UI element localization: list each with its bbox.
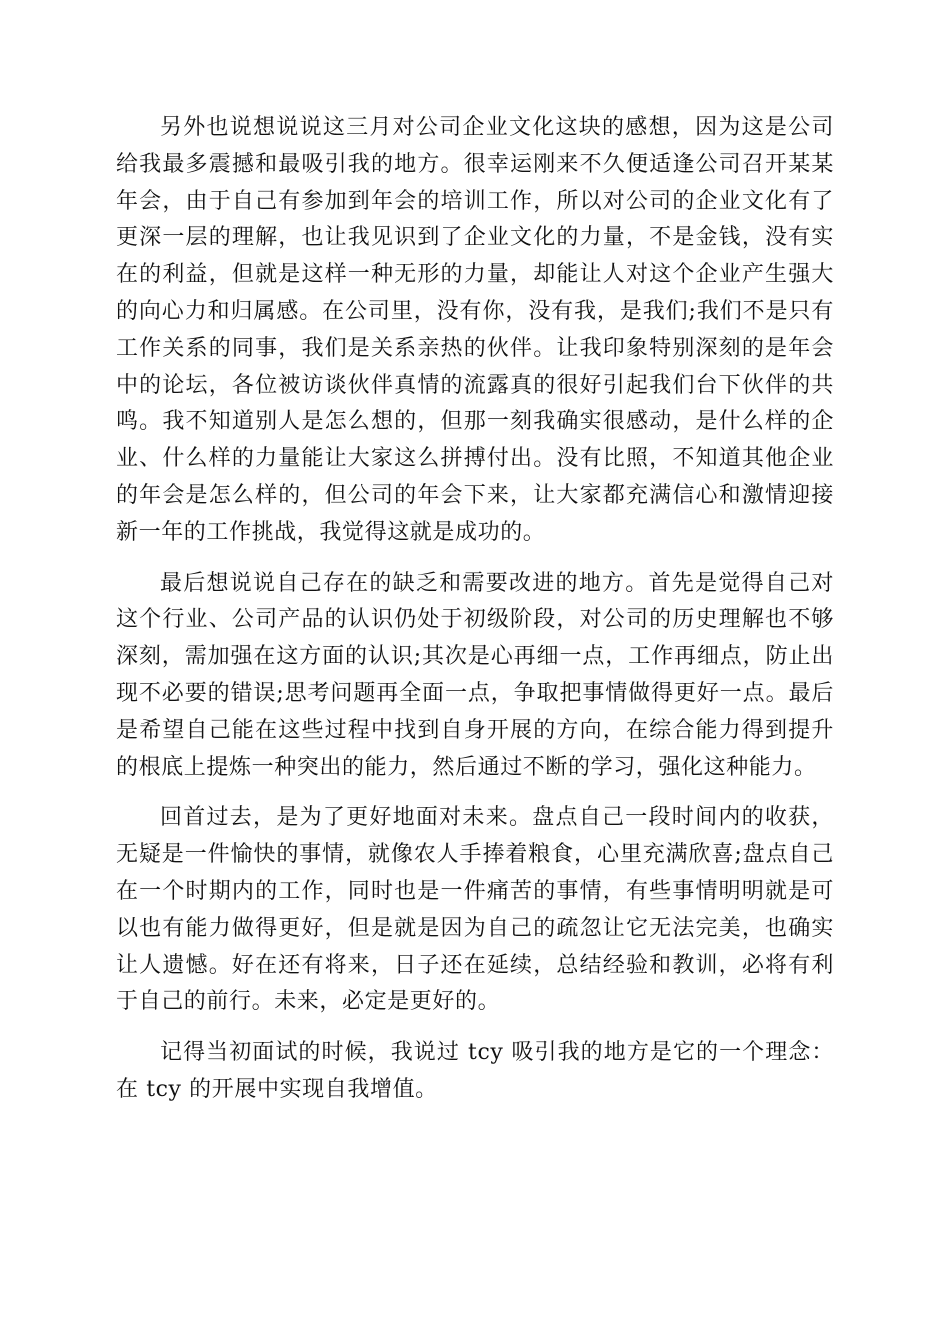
document-body [116, 110, 834, 1123]
paragraph-interview-memory: 记得当初面试的时候，我说过 tcy 吸引我的地方是它的一个理念：在 tcy 的开展中实现自我增值。 [116, 1040, 834, 1102]
paragraph-shortcomings: 最后想说说自己存在的缺乏和需要改进的地方。首先是觉得自己对这个行业、公司产品的认识仍处于初级阶段，对公司的历史理解也不够深刻，需加强在这方面的认识;其次是心再细一点，工作再细点，防止出现不必要的错误;思考问题再全面一点，争取把事情做得更好一点。最后是希望自己能在这些过程中找到自身开展的方向，在综合能力得到提升的根底上提炼一种突出的能力，然后通过不断的学习，强化这种能力。 [116, 570, 834, 780]
paragraph-corporate-culture: 另外也说想说说这三月对公司企业文化这块的感想，因为这是公司给我最多震撼和最吸引我的地方。很幸运刚来不久便适逢公司召开某某年会，由于自己有参加到年会的培训工作，所以对公司的企业文化有了更深一层的理解，也让我见识到了企业文化的力量，不是金钱，没有实在的利益，但就是这样一种无形的力量，却能让人对这个企业产生强大的向心力和归属感。在公司里，没有你，没有我，是我们;我们不是只有工作关系的同事，我们是关系亲热的伙伴。让我印象特别深刻的是年会中的论坛，各位被访谈伙伴真情的流露真的很好引起我们台下伙伴的共鸣。我不知道别人是怎么想的，但那一刻我确实很感动，是什么样的企业、什么样的力量能让大家这么拼搏付出。没有比照，不知道其他企业的年会是怎么样的，但公司的年会下来，让大家都充满信心和激情迎接新一年的工作挑战，我觉得这就是成功的。 [116, 115, 834, 545]
paragraph-looking-back: 回首过去，是为了更好地面对未来。盘点自己一段时间内的收获，无疑是一件愉快的事情，就像农人手捧着粮食，心里充满欣喜;盘点自己在一个时期内的工作，同时也是一件痛苦的事情，有些事情明明就是可以也有能力做得更好，但是就是因为自己的疏忽让它无法完美，也确实让人遗憾。好在还有将来，日子还在延续，总结经验和教训，必将有利于自己的前行。未来，必定是更好的。 [116, 805, 834, 1015]
